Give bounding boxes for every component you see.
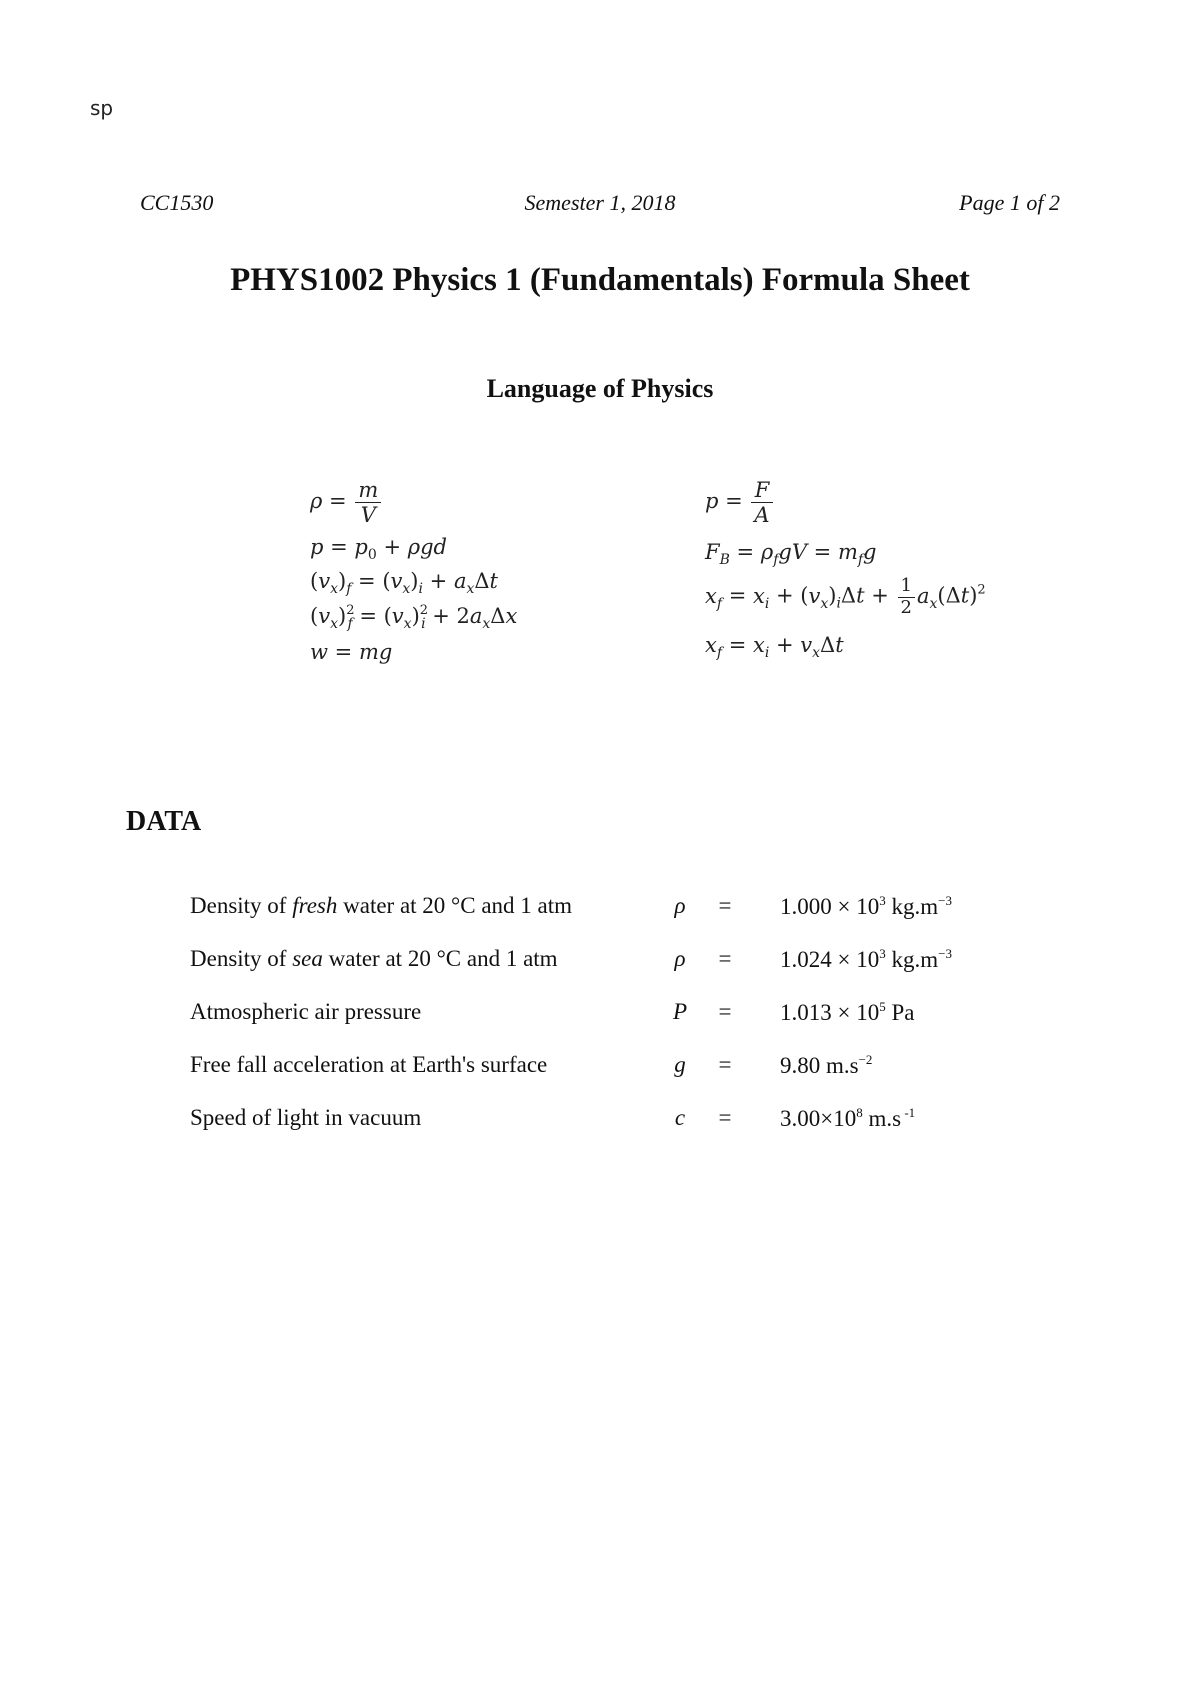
page-number: Page 1 of 2 <box>959 190 1060 215</box>
data-value: $1.000 \times 10^3$ $kg.m^{-3}$ <box>780 893 952 919</box>
data-equals: = <box>718 946 732 971</box>
data-label: Speed of light in vacuum <box>190 1105 422 1130</box>
section-title: Language of Physics <box>486 374 714 403</box>
data-row <box>190 999 1090 1035</box>
data-section-title: DATA <box>126 806 202 837</box>
data-row <box>190 1052 1090 1088</box>
data-equals: = <box>718 1105 732 1130</box>
data-row <box>190 946 1090 982</box>
formula-density: ρ = $\frac{m}{V}$ <box>310 478 383 527</box>
formula-fluid-pressure: $p = p_0 + \rho gd$ <box>310 535 447 563</box>
page-header <box>140 190 1060 222</box>
data-equals: = <box>718 999 732 1024</box>
data-value: $1.024 \times 10^3$ $kg.m^{-3}$ <box>780 946 952 972</box>
data-symbol: c <box>674 1105 686 1130</box>
data-label: Free fall acceleration at Earth's surface <box>190 1052 548 1077</box>
data-row <box>190 1105 1090 1141</box>
formula-pressure: p = $\frac{F}{A}$ <box>705 478 775 527</box>
data-symbol: P <box>672 999 688 1024</box>
data-symbol: ρ <box>674 893 686 918</box>
page-title: PHYS1002 Physics 1 (Fundamentals) Formula Sheet <box>230 262 970 298</box>
data-symbol: ρ <box>674 946 686 971</box>
formula-velocity-position: $(v_x)^2_f = (v_x)^2_i + 2a_x\Delta x$ <box>310 603 518 632</box>
data-value: 9.80 $m.s^{-2}$ <box>780 1052 873 1078</box>
formula-velocity-time: $(v_x)_f = (v_x)_i + a_x\Delta t$ <box>310 569 498 597</box>
semester-label: Semester 1, 2018 <box>524 190 676 215</box>
formula-buoyant-force: $F_B = \rho_fgV = m_fg$ <box>705 540 877 568</box>
formula-weight: w = mg <box>310 640 393 664</box>
data-row <box>190 893 1090 929</box>
data-label: Atmospheric air pressure <box>190 999 422 1024</box>
data-equals: = <box>718 893 732 918</box>
data-value: $3.00\times 10^8$ m.s $^{-1}$ <box>780 1105 916 1131</box>
course-code: CC1530 <box>140 190 214 215</box>
data-symbol: g <box>674 1052 686 1077</box>
corner-annotation: sp <box>90 96 114 120</box>
data-value: $1.013 \times 10^5$ Pa <box>780 999 915 1025</box>
data-label: Density of fresh water at 20 °C and 1 atm <box>190 893 573 918</box>
data-equals: = <box>718 1052 732 1077</box>
formula-position-acceleration: $x_f = x_i + (v_x)_i\Delta t$ + $\frac{1}{2}$ $a_x(\Delta t)^2$ <box>705 575 986 618</box>
data-label: Density of sea water at 20 °C and 1 atm <box>190 946 558 971</box>
formula-position-constant-velocity: $x_f = x_i + v_x\Delta t$ <box>705 633 844 661</box>
